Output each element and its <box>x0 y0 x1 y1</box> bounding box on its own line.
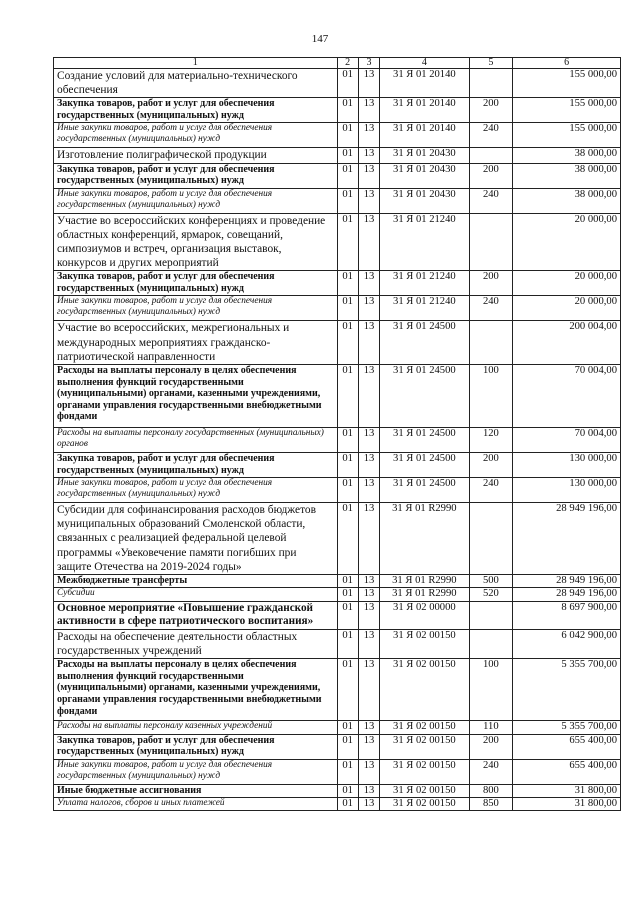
row-target-code: 31 Я 01 24500 <box>380 365 469 428</box>
row-target-code: 31 Я 02 00150 <box>380 784 469 797</box>
row-section: 01 <box>337 784 358 797</box>
row-section: 01 <box>337 575 358 588</box>
row-amount: 20 000,00 <box>513 296 621 321</box>
row-amount: 130 000,00 <box>513 453 621 478</box>
row-expense-type: 240 <box>469 296 513 321</box>
row-amount: 5 355 700,00 <box>513 659 621 721</box>
row-expense-type <box>469 321 513 365</box>
row-subsection: 13 <box>358 759 379 784</box>
row-subsection: 13 <box>358 321 379 365</box>
row-section: 01 <box>337 629 358 658</box>
table-row <box>54 478 621 503</box>
row-name: Участие во всероссийских, межрегиональных и международных мероприятиях гражданско-патриотической направленности <box>54 321 338 365</box>
row-expense-type <box>469 148 513 163</box>
row-section: 01 <box>337 721 358 734</box>
table-row <box>54 365 621 428</box>
row-target-code: 31 Я 01 R2990 <box>380 588 469 601</box>
row-subsection: 13 <box>358 588 379 601</box>
row-amount: 70 004,00 <box>513 428 621 453</box>
row-name: Расходы на выплаты персоналу государственных (муниципальных) органов <box>54 428 338 453</box>
row-name: Закупка товаров, работ и услуг для обеспечения государственных (муниципальных) нужд <box>54 453 338 478</box>
row-amount: 155 000,00 <box>513 98 621 123</box>
row-amount: 6 042 900,00 <box>513 629 621 658</box>
row-expense-type <box>469 503 513 575</box>
row-subsection: 13 <box>358 453 379 478</box>
table-row <box>54 759 621 784</box>
table-row <box>54 503 621 575</box>
table-row <box>54 453 621 478</box>
row-name: Закупка товаров, работ и услуг для обеспечения государственных (муниципальных) нужд <box>54 271 338 296</box>
row-section: 01 <box>337 365 358 428</box>
table-row <box>54 428 621 453</box>
row-subsection: 13 <box>358 188 379 213</box>
row-subsection: 13 <box>358 601 379 629</box>
row-amount: 8 697 900,00 <box>513 601 621 629</box>
row-target-code: 31 Я 02 00150 <box>380 659 469 721</box>
row-expense-type: 200 <box>469 98 513 123</box>
row-amount: 38 000,00 <box>513 188 621 213</box>
row-section: 01 <box>337 271 358 296</box>
row-section: 01 <box>337 453 358 478</box>
row-section: 01 <box>337 588 358 601</box>
row-subsection: 13 <box>358 734 379 759</box>
row-subsection: 13 <box>358 659 379 721</box>
row-subsection: 13 <box>358 428 379 453</box>
row-section: 01 <box>337 163 358 188</box>
row-section: 01 <box>337 69 358 98</box>
row-target-code: 31 Я 01 24500 <box>380 428 469 453</box>
table-row <box>54 296 621 321</box>
row-section: 01 <box>337 123 358 148</box>
row-expense-type <box>469 601 513 629</box>
row-target-code: 31 Я 01 R2990 <box>380 575 469 588</box>
row-subsection: 13 <box>358 503 379 575</box>
row-amount: 20 000,00 <box>513 213 621 271</box>
row-expense-type: 100 <box>469 659 513 721</box>
row-section: 01 <box>337 296 358 321</box>
table-row <box>54 163 621 188</box>
row-amount: 38 000,00 <box>513 148 621 163</box>
row-target-code: 31 Я 02 00150 <box>380 721 469 734</box>
table-body <box>54 69 621 811</box>
table-row <box>54 213 621 271</box>
table-row <box>54 69 621 98</box>
row-expense-type: 500 <box>469 575 513 588</box>
table-row <box>54 798 621 811</box>
row-target-code: 31 Я 01 20430 <box>380 148 469 163</box>
row-section: 01 <box>337 798 358 811</box>
row-subsection: 13 <box>358 123 379 148</box>
row-amount: 31 800,00 <box>513 798 621 811</box>
table-row <box>54 188 621 213</box>
row-section: 01 <box>337 188 358 213</box>
row-subsection: 13 <box>358 148 379 163</box>
row-section: 01 <box>337 213 358 271</box>
table-row <box>54 734 621 759</box>
row-section: 01 <box>337 734 358 759</box>
row-name: Расходы на выплаты персоналу казенных учреждений <box>54 721 338 734</box>
table-row <box>54 271 621 296</box>
row-expense-type: 200 <box>469 734 513 759</box>
row-subsection: 13 <box>358 721 379 734</box>
row-target-code: 31 Я 01 24500 <box>380 453 469 478</box>
row-name: Иные закупки товаров, работ и услуг для обеспечения государственных (муниципальных) нужд <box>54 188 338 213</box>
row-subsection: 13 <box>358 798 379 811</box>
row-amount: 28 949 196,00 <box>513 588 621 601</box>
row-subsection: 13 <box>358 213 379 271</box>
row-section: 01 <box>337 148 358 163</box>
table-row <box>54 721 621 734</box>
row-expense-type <box>469 69 513 98</box>
row-name: Изготовление полиграфической продукции <box>54 148 338 163</box>
table-row <box>54 601 621 629</box>
row-expense-type <box>469 213 513 271</box>
row-name: Иные закупки товаров, работ и услуг для обеспечения государственных (муниципальных) нужд <box>54 123 338 148</box>
row-name: Иные бюджетные ассигнования <box>54 784 338 797</box>
table-row <box>54 148 621 163</box>
row-subsection: 13 <box>358 98 379 123</box>
row-subsection: 13 <box>358 784 379 797</box>
row-name: Закупка товаров, работ и услуг для обеспечения государственных (муниципальных) нужд <box>54 163 338 188</box>
row-expense-type: 200 <box>469 453 513 478</box>
row-expense-type: 240 <box>469 478 513 503</box>
row-expense-type: 520 <box>469 588 513 601</box>
column-header: 3 <box>358 58 379 69</box>
row-section: 01 <box>337 478 358 503</box>
row-target-code: 31 Я 01 21240 <box>380 271 469 296</box>
row-expense-type: 240 <box>469 123 513 148</box>
row-target-code: 31 Я 02 00000 <box>380 601 469 629</box>
row-subsection: 13 <box>358 365 379 428</box>
row-section: 01 <box>337 98 358 123</box>
row-target-code: 31 Я 01 R2990 <box>380 503 469 575</box>
row-amount: 655 400,00 <box>513 759 621 784</box>
table-row <box>54 659 621 721</box>
row-target-code: 31 Я 01 20430 <box>380 163 469 188</box>
row-expense-type: 200 <box>469 271 513 296</box>
row-target-code: 31 Я 01 20430 <box>380 188 469 213</box>
row-subsection: 13 <box>358 575 379 588</box>
row-target-code: 31 Я 02 00150 <box>380 629 469 658</box>
row-target-code: 31 Я 01 20140 <box>380 69 469 98</box>
row-expense-type: 110 <box>469 721 513 734</box>
row-name: Субсидии для софинансирования расходов бюджетов муниципальных образований Смоленской области, связанных с реализацией федеральной целевой программы «Увековечение памяти погибших при защите Отечества на 2019-2024 годы» <box>54 503 338 575</box>
row-subsection: 13 <box>358 629 379 658</box>
row-subsection: 13 <box>358 163 379 188</box>
table-row <box>54 123 621 148</box>
row-name: Создание условий для материально-технического обеспечения <box>54 69 338 98</box>
row-target-code: 31 Я 01 20140 <box>380 123 469 148</box>
row-amount: 28 949 196,00 <box>513 575 621 588</box>
row-name: Иные закупки товаров, работ и услуг для обеспечения государственных (муниципальных) нужд <box>54 478 338 503</box>
row-name: Закупка товаров, работ и услуг для обеспечения государственных (муниципальных) нужд <box>54 98 338 123</box>
row-expense-type: 850 <box>469 798 513 811</box>
table-row <box>54 321 621 365</box>
column-header: 6 <box>513 58 621 69</box>
row-section: 01 <box>337 601 358 629</box>
row-subsection: 13 <box>358 69 379 98</box>
row-name: Межбюджетные трансферты <box>54 575 338 588</box>
row-name: Уплата налогов, сборов и иных платежей <box>54 798 338 811</box>
row-name: Основное мероприятие «Повышение гражданской активности в сфере патриотического воспитания» <box>54 601 338 629</box>
row-target-code: 31 Я 01 24500 <box>380 321 469 365</box>
row-target-code: 31 Я 01 20140 <box>380 98 469 123</box>
row-amount: 155 000,00 <box>513 123 621 148</box>
row-amount: 28 949 196,00 <box>513 503 621 575</box>
row-amount: 70 004,00 <box>513 365 621 428</box>
table-row <box>54 98 621 123</box>
row-subsection: 13 <box>358 296 379 321</box>
row-amount: 38 000,00 <box>513 163 621 188</box>
table-row <box>54 588 621 601</box>
table-row <box>54 575 621 588</box>
row-name: Расходы на обеспечение деятельности областных государственных учреждений <box>54 629 338 658</box>
row-amount: 655 400,00 <box>513 734 621 759</box>
row-name: Закупка товаров, работ и услуг для обеспечения государственных (муниципальных) нужд <box>54 734 338 759</box>
row-expense-type: 240 <box>469 759 513 784</box>
row-subsection: 13 <box>358 478 379 503</box>
row-name: Участие во всероссийских конференциях и проведение областных конференций, ярмарок, совещаний, симпозиумов и встреч, организация выставок, конкурсов и других мероприятий <box>54 213 338 271</box>
row-target-code: 31 Я 01 24500 <box>380 478 469 503</box>
row-expense-type: 200 <box>469 163 513 188</box>
row-amount: 31 800,00 <box>513 784 621 797</box>
row-target-code: 31 Я 01 21240 <box>380 296 469 321</box>
row-section: 01 <box>337 428 358 453</box>
row-name: Иные закупки товаров, работ и услуг для обеспечения государственных (муниципальных) нужд <box>54 759 338 784</box>
row-target-code: 31 Я 02 00150 <box>380 798 469 811</box>
row-name: Расходы на выплаты персоналу в целях обеспечения выполнения функций государственными (муниципальными) органами, казенными учреждениями, органами управления государственными внебюджетными фондами <box>54 365 338 428</box>
table-header-row <box>54 58 621 69</box>
column-header: 1 <box>54 58 338 69</box>
row-name: Иные закупки товаров, работ и услуг для обеспечения государственных (муниципальных) нужд <box>54 296 338 321</box>
row-amount: 130 000,00 <box>513 478 621 503</box>
row-expense-type: 120 <box>469 428 513 453</box>
row-expense-type: 100 <box>469 365 513 428</box>
column-header: 5 <box>469 58 513 69</box>
column-header: 2 <box>337 58 358 69</box>
row-expense-type: 800 <box>469 784 513 797</box>
row-amount: 155 000,00 <box>513 69 621 98</box>
row-target-code: 31 Я 01 21240 <box>380 213 469 271</box>
row-section: 01 <box>337 759 358 784</box>
row-target-code: 31 Я 02 00150 <box>380 759 469 784</box>
page-number: 147 <box>311 33 329 45</box>
row-amount: 20 000,00 <box>513 271 621 296</box>
row-expense-type <box>469 629 513 658</box>
row-name: Расходы на выплаты персоналу в целях обеспечения выполнения функций государственными (муниципальными) органами, казенными учреждениями, органами управления государственными внебюджетными фондами <box>54 659 338 721</box>
table-row <box>54 784 621 797</box>
row-amount: 5 355 700,00 <box>513 721 621 734</box>
row-name: Субсидии <box>54 588 338 601</box>
row-subsection: 13 <box>358 271 379 296</box>
column-header: 4 <box>380 58 469 69</box>
row-expense-type: 240 <box>469 188 513 213</box>
row-target-code: 31 Я 02 00150 <box>380 734 469 759</box>
row-section: 01 <box>337 321 358 365</box>
row-section: 01 <box>337 503 358 575</box>
row-section: 01 <box>337 659 358 721</box>
budget-table <box>53 57 621 811</box>
table-row <box>54 629 621 658</box>
row-amount: 200 004,00 <box>513 321 621 365</box>
